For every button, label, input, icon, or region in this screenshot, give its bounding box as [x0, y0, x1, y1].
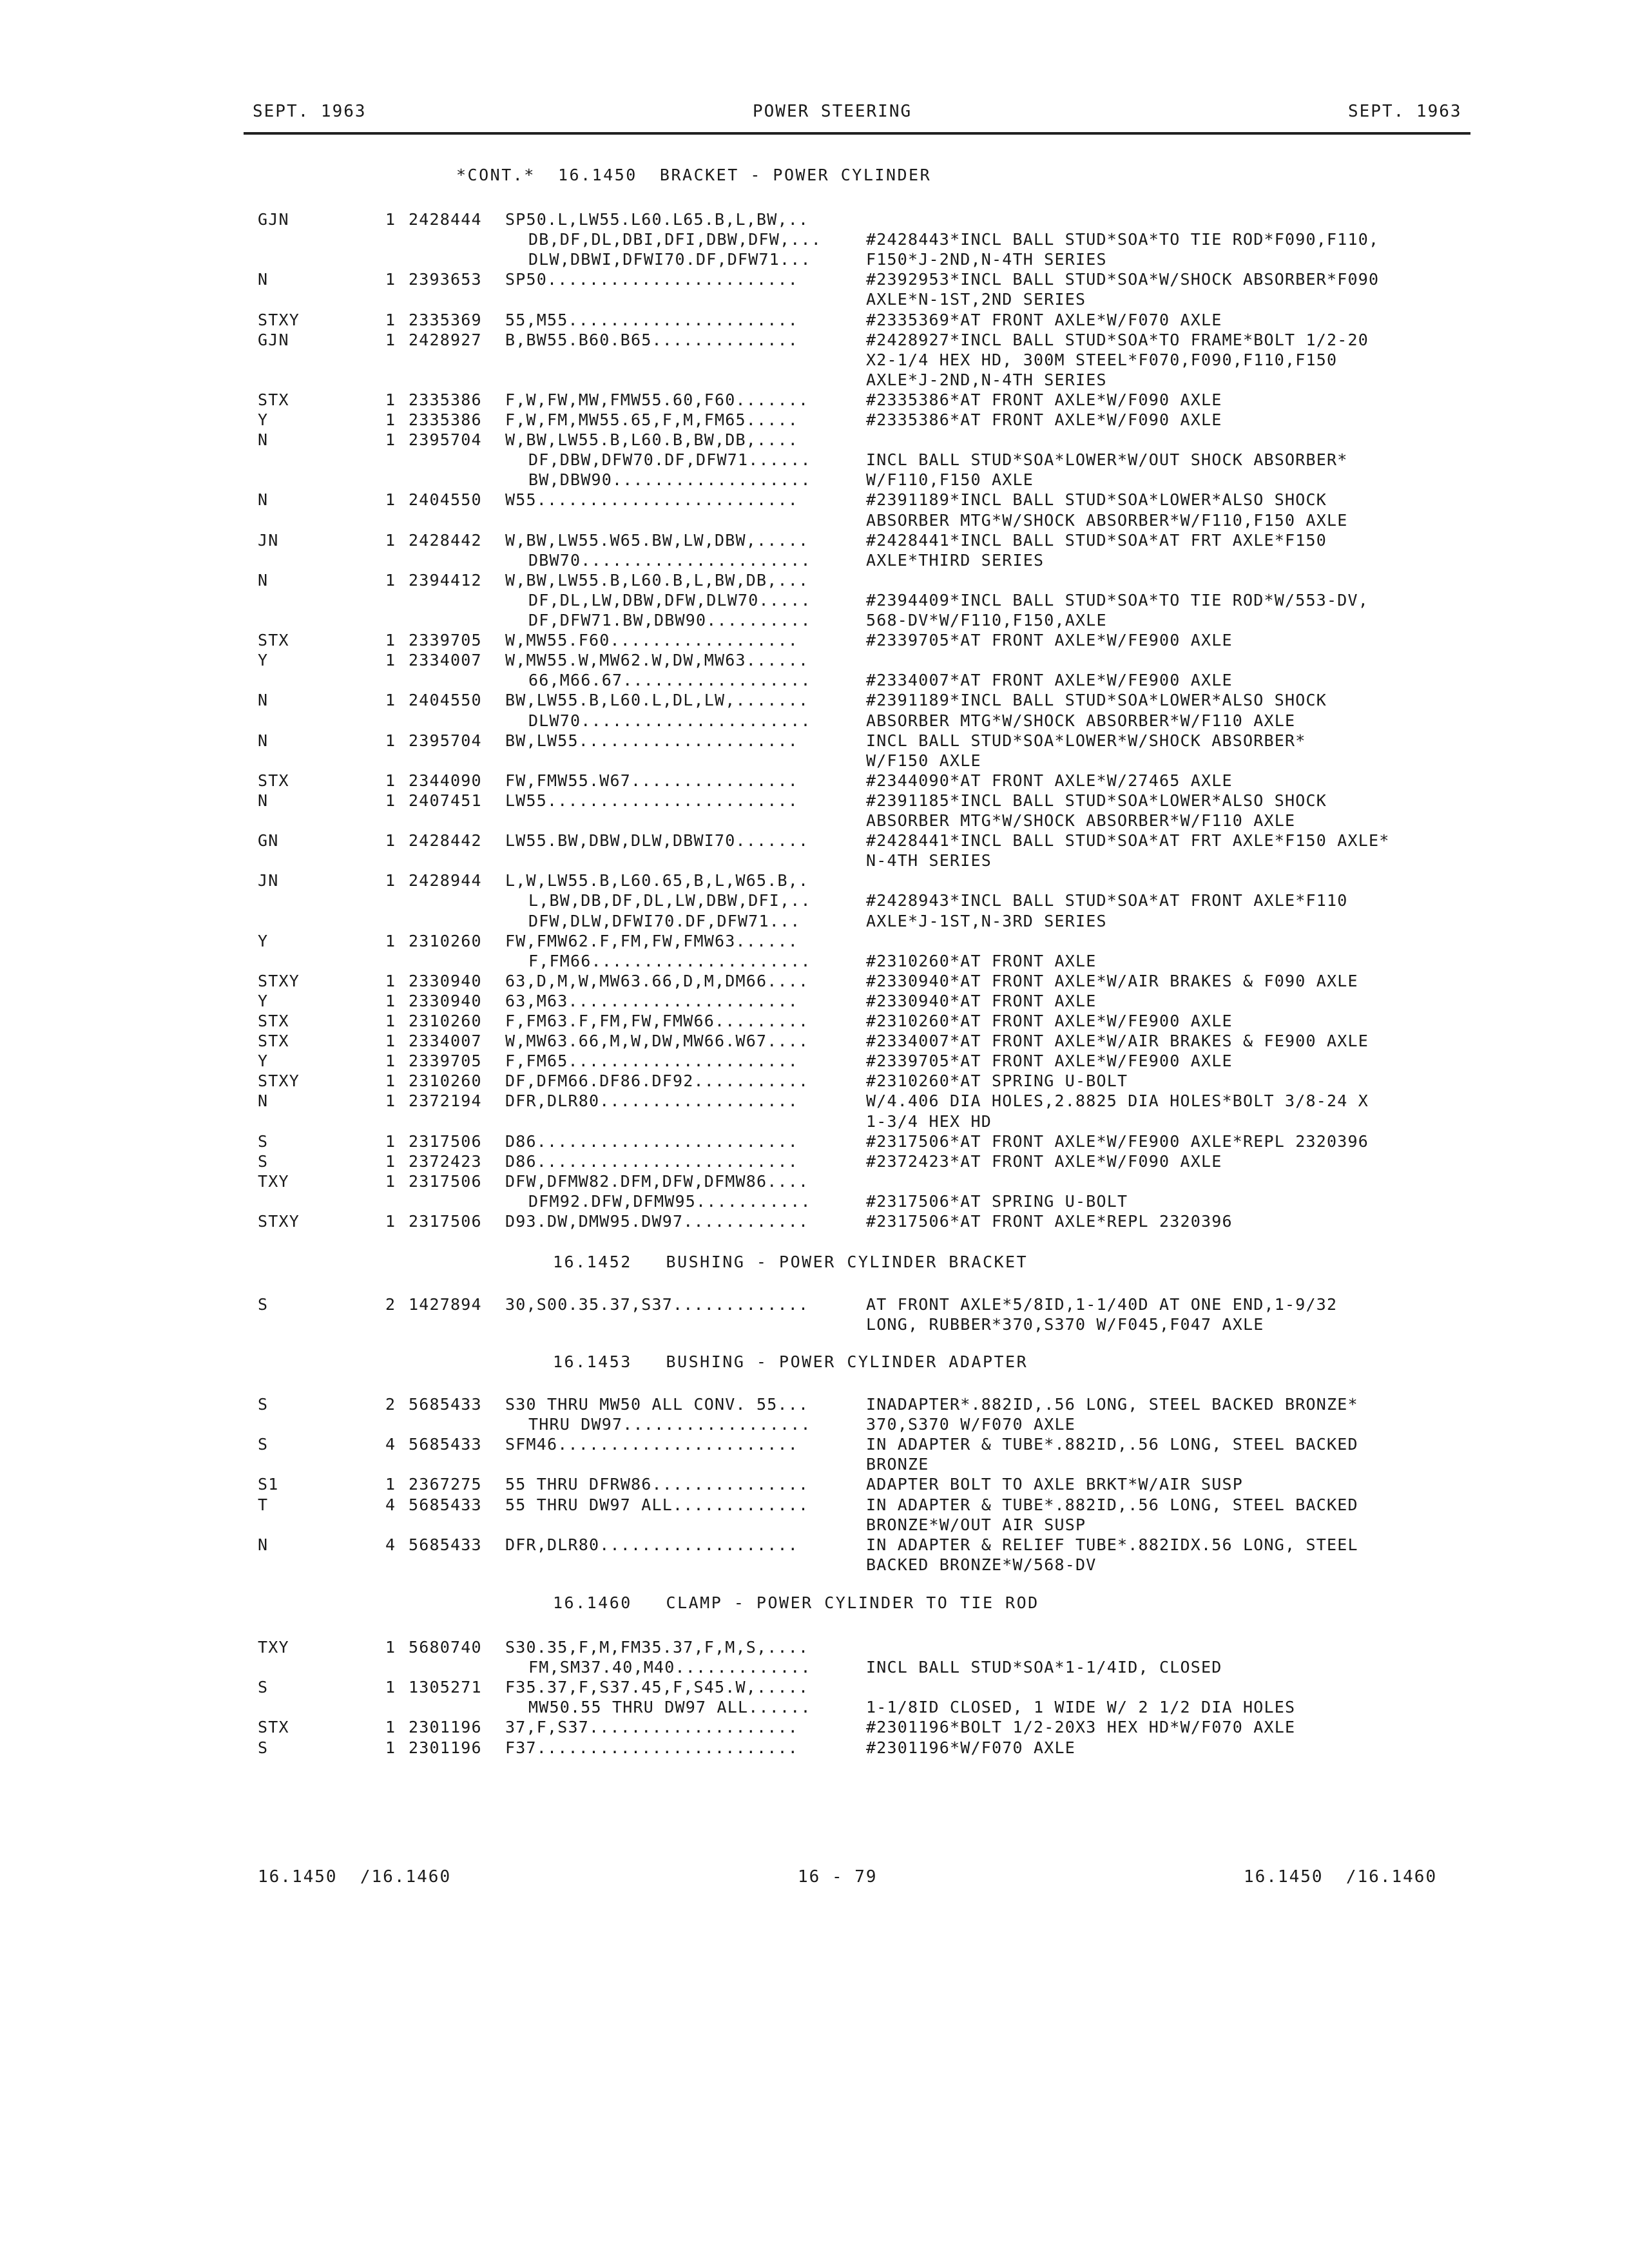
application-text: SP50........................	[505, 270, 799, 289]
quantity: 1	[385, 1091, 396, 1111]
model-code: S	[258, 1435, 269, 1454]
application-text: D86.........................	[505, 1151, 799, 1171]
application-text: SFM46.......................	[505, 1435, 799, 1454]
model-code: JN	[258, 871, 279, 890]
model-code: N	[258, 270, 269, 289]
page-number: 16 - 79	[798, 1867, 878, 1887]
part-number: 2317506	[409, 1171, 482, 1191]
quantity: 1	[385, 1212, 396, 1231]
part-number: 2393653	[409, 270, 482, 289]
application-text: BW,LW55.B,L60.L,DL,LW,.......	[505, 691, 809, 710]
quantity: 1	[385, 971, 396, 990]
model-code: GN	[258, 831, 279, 850]
remarks-text: W/4.406 DIA HOLES,2.8825 DIA HOLES*BOLT 3/8-24 X	[866, 1091, 1369, 1111]
quantity: 1	[385, 991, 396, 1010]
application-text: 55,M55......................	[505, 310, 799, 329]
remarks-text: INCL BALL STUD*SOA*1-1/4ID, CLOSED	[866, 1658, 1222, 1677]
model-code: N	[258, 691, 269, 710]
quantity: 1	[385, 651, 396, 670]
part-number: 2310260	[409, 1072, 482, 1091]
model-code: N	[258, 430, 269, 450]
quantity: 4	[385, 1435, 396, 1454]
application-text: DFR,DLR80...................	[505, 1091, 799, 1111]
section-title: *CONT.* 16.1450 BRACKET - POWER CYLINDER	[456, 166, 932, 184]
remarks-text: ABSORBER MTG*W/SHOCK ABSORBER*W/F110 AXLE	[866, 811, 1296, 830]
part-number: 2330940	[409, 991, 482, 1010]
model-code: S	[258, 1395, 269, 1414]
remarks-text: #2310260*AT SPRING U-BOLT	[866, 1072, 1128, 1091]
application-text: F37.........................	[505, 1738, 799, 1757]
application-text: W,BW,LW55.B,L60.B,L,BW,DB,...	[505, 570, 809, 590]
remarks-text: #2339705*AT FRONT AXLE*W/FE900 AXLE	[866, 1052, 1233, 1071]
remarks-text: #2301196*W/F070 AXLE	[866, 1738, 1076, 1757]
header-title: POWER STEERING	[753, 102, 912, 121]
application-text: W,MW63.66,M,W,DW,MW66.W67....	[505, 1032, 809, 1051]
part-number: 2428442	[409, 530, 482, 550]
application-text: F,W,FW,MW,FMW55.60,F60.......	[505, 390, 809, 409]
remarks-text: AXLE*J-1ST,N-3RD SERIES	[866, 911, 1107, 930]
footer-left-range: 16.1450 /16.1460	[258, 1867, 452, 1887]
model-code: STX	[258, 390, 289, 409]
quantity: 1	[385, 430, 396, 450]
application-text: FW,FMW55.W67................	[505, 771, 799, 790]
remarks-text: AT FRONT AXLE*5/8ID,1-1/40D AT ONE END,1-9/32	[866, 1295, 1338, 1314]
remarks-text: BACKED BRONZE*W/568-DV	[866, 1555, 1097, 1574]
part-number: 2335386	[409, 410, 482, 429]
quantity: 1	[385, 1738, 396, 1757]
application-text: 63,D,M,W,MW63.66,D,M,DM66....	[505, 971, 809, 990]
remarks-text: #2301196*BOLT 1/2-20X3 HEX HD*W/F070 AXLE	[866, 1718, 1296, 1737]
quantity: 1	[385, 210, 396, 229]
part-number: 2394412	[409, 570, 482, 590]
section-title: 16.1460 CLAMP - POWER CYLINDER TO TIE ROD	[553, 1593, 1039, 1612]
remarks-text: #2334007*AT FRONT AXLE*W/FE900 AXLE	[866, 671, 1233, 690]
quantity: 1	[385, 1475, 396, 1494]
model-code: S	[258, 1295, 269, 1314]
part-number: 5680740	[409, 1638, 482, 1657]
application-text: LW55........................	[505, 791, 799, 810]
part-number: 2367275	[409, 1475, 482, 1494]
application-text: W55.........................	[505, 490, 799, 510]
part-number: 2344090	[409, 771, 482, 790]
application-text: D93.DW,DMW95.DW97............	[505, 1212, 809, 1231]
quantity: 1	[385, 310, 396, 329]
application-text: DFM92.DFW,DFMW95...........	[528, 1191, 811, 1211]
application-text: 63,M63......................	[505, 991, 799, 1010]
application-text: DFW,DFMW82.DFM,DFW,DFMW86....	[505, 1171, 809, 1191]
application-text: S30.35,F,M,FM35.37,F,M,S,....	[505, 1638, 809, 1657]
remarks-text: ABSORBER MTG*W/SHOCK ABSORBER*W/F110 AXLE	[866, 711, 1296, 730]
remarks-text: W/F110,F150 AXLE	[866, 470, 1034, 490]
quantity: 1	[385, 631, 396, 650]
quantity: 1	[385, 570, 396, 590]
quantity: 2	[385, 1395, 396, 1414]
remarks-text: #2317506*AT FRONT AXLE*W/FE900 AXLE*REPL 2320396	[866, 1131, 1369, 1151]
quantity: 1	[385, 1678, 396, 1697]
part-number: 2301196	[409, 1738, 482, 1757]
remarks-text: IN ADAPTER & TUBE*.882ID,.56 LONG, STEEL BACKED	[866, 1435, 1358, 1454]
remarks-text: ADAPTER BOLT TO AXLE BRKT*W/AIR SUSP	[866, 1475, 1244, 1494]
application-text: L,W,LW55.B,L60.65,B,L,W65.B,.	[505, 871, 809, 890]
part-number: 2407451	[409, 791, 482, 810]
remarks-text: F150*J-2ND,N-4TH SERIES	[866, 250, 1107, 269]
remarks-text: #2310260*AT FRONT AXLE	[866, 951, 1097, 970]
remarks-text: #2344090*AT FRONT AXLE*W/27465 AXLE	[866, 771, 1233, 790]
application-text: DLW,DBWI,DFWI70.DF,DFW71...	[528, 250, 811, 269]
model-code: STX	[258, 771, 289, 790]
application-text: W,BW,LW55.W65.BW,LW,DBW,.....	[505, 530, 809, 550]
application-text: THRU DW97..................	[528, 1415, 811, 1434]
remarks-text: #2317506*AT FRONT AXLE*REPL 2320396	[866, 1212, 1233, 1231]
model-code: TXY	[258, 1638, 289, 1657]
quantity: 1	[385, 1131, 396, 1151]
part-number: 2301196	[409, 1718, 482, 1737]
remarks-text: #2428927*INCL BALL STUD*SOA*TO FRAME*BOLT 1/2-20	[866, 330, 1369, 349]
application-text: BW,LW55.....................	[505, 731, 799, 750]
model-code: STXY	[258, 1072, 300, 1091]
model-code: Y	[258, 651, 269, 670]
part-number: 2335369	[409, 310, 482, 329]
remarks-text: 370,S370 W/F070 AXLE	[866, 1415, 1076, 1434]
model-code: Y	[258, 410, 269, 429]
quantity: 1	[385, 931, 396, 950]
quantity: 1	[385, 1718, 396, 1737]
header-left-date: SEPT. 1963	[253, 102, 367, 121]
application-text: B,BW55.B60.B65..............	[505, 330, 799, 349]
application-text: D86.........................	[505, 1131, 799, 1151]
application-text: FW,FMW62.F,FM,FW,FMW63......	[505, 931, 799, 950]
application-text: F,FM63.F,FM,FW,FMW66.........	[505, 1012, 809, 1030]
model-code: S	[258, 1131, 269, 1151]
remarks-text: #2310260*AT FRONT AXLE*W/FE900 AXLE	[866, 1012, 1233, 1030]
part-number: 2428444	[409, 210, 482, 229]
application-text: DLW70......................	[528, 711, 811, 730]
remarks-text: IN ADAPTER & TUBE*.882ID,.56 LONG, STEEL BACKED	[866, 1495, 1358, 1514]
quantity: 4	[385, 1535, 396, 1554]
quantity: 1	[385, 1638, 396, 1657]
application-text: F35.37,F,S37.45,F,S45.W,.....	[505, 1678, 809, 1697]
quantity: 1	[385, 390, 396, 409]
part-number: 5685433	[409, 1435, 482, 1454]
application-text: 55 THRU DW97 ALL.............	[505, 1495, 809, 1514]
application-text: F,FM65......................	[505, 1052, 799, 1071]
part-number: 2372423	[409, 1151, 482, 1171]
quantity: 1	[385, 831, 396, 850]
application-text: SP50.L,LW55.L60.L65.B,L,BW,..	[505, 210, 809, 229]
application-text: LW55.BW,DBW,DLW,DBWI70.......	[505, 831, 809, 850]
application-text: FM,SM37.40,M40.............	[528, 1658, 811, 1677]
remarks-text: 1-3/4 HEX HD	[866, 1111, 992, 1131]
part-number: 5685433	[409, 1495, 482, 1514]
model-code: STX	[258, 1032, 289, 1051]
remarks-text: #2391185*INCL BALL STUD*SOA*LOWER*ALSO SHOCK	[866, 791, 1327, 810]
part-number: 2428927	[409, 330, 482, 349]
quantity: 1	[385, 270, 396, 289]
remarks-text: W/F150 AXLE	[866, 751, 981, 770]
model-code: GJN	[258, 210, 289, 229]
quantity: 1	[385, 771, 396, 790]
remarks-text: #2335386*AT FRONT AXLE*W/F090 AXLE	[866, 390, 1222, 409]
application-text: DF,DFM66.DF86.DF92...........	[505, 1072, 809, 1091]
model-code: STX	[258, 1012, 289, 1030]
model-code: Y	[258, 991, 269, 1010]
header-rule	[244, 132, 1470, 135]
remarks-text: INCL BALL STUD*SOA*LOWER*W/OUT SHOCK ABSORBER*	[866, 450, 1348, 470]
quantity: 1	[385, 530, 396, 550]
remarks-text: INCL BALL STUD*SOA*LOWER*W/SHOCK ABSORBER*	[866, 731, 1306, 750]
remarks-text: AXLE*THIRD SERIES	[866, 550, 1045, 570]
model-code: N	[258, 1535, 269, 1554]
quantity: 1	[385, 1032, 396, 1051]
quantity: 1	[385, 1072, 396, 1091]
quantity: 1	[385, 791, 396, 810]
remarks-text: INADAPTER*.882ID,.56 LONG, STEEL BACKED BRONZE*	[866, 1395, 1358, 1414]
model-code: S1	[258, 1475, 279, 1494]
model-code: Y	[258, 1052, 269, 1071]
remarks-text: #2335386*AT FRONT AXLE*W/F090 AXLE	[866, 410, 1222, 429]
model-code: JN	[258, 530, 279, 550]
application-text: W,BW,LW55.B,L60.B,BW,DB,....	[505, 430, 799, 450]
remarks-text: #2330940*AT FRONT AXLE	[866, 991, 1097, 1010]
model-code: STXY	[258, 971, 300, 990]
part-number: 2310260	[409, 1012, 482, 1030]
quantity: 4	[385, 1495, 396, 1514]
application-text: DFW,DLW,DFWI70.DF,DFW71...	[528, 911, 801, 930]
part-number: 2317506	[409, 1212, 482, 1231]
model-code: N	[258, 490, 269, 510]
remarks-text: #2394409*INCL BALL STUD*SOA*TO TIE ROD*W/553-DV,	[866, 590, 1369, 610]
remarks-text: AXLE*J-2ND,N-4TH SERIES	[866, 370, 1107, 389]
part-number: 2404550	[409, 490, 482, 510]
application-text: DFR,DLR80...................	[505, 1535, 799, 1554]
application-text: 30,S00.35.37,S37.............	[505, 1295, 809, 1314]
remarks-text: #2392953*INCL BALL STUD*SOA*W/SHOCK ABSORBER*F090	[866, 270, 1380, 289]
remarks-text: LONG, RUBBER*370,S370 W/F045,F047 AXLE	[866, 1315, 1264, 1334]
model-code: N	[258, 731, 269, 750]
model-code: STXY	[258, 1212, 300, 1231]
quantity: 1	[385, 691, 396, 710]
part-number: 2428944	[409, 871, 482, 890]
remarks-text: #2330940*AT FRONT AXLE*W/AIR BRAKES & F090 AXLE	[866, 971, 1358, 990]
remarks-text: N-4TH SERIES	[866, 851, 992, 870]
application-text: F,W,FM,MW55.65,F,M,FM65.....	[505, 410, 799, 429]
part-number: 2339705	[409, 631, 482, 650]
part-number: 2404550	[409, 691, 482, 710]
application-text: DF,DBW,DFW70.DF,DFW71......	[528, 450, 811, 470]
remarks-text: ABSORBER MTG*W/SHOCK ABSORBER*W/F110,F150 AXLE	[866, 510, 1348, 530]
application-text: F,FM66.....................	[528, 951, 811, 970]
model-code: N	[258, 1091, 269, 1111]
application-text: W,MW55.W,MW62.W,DW,MW63......	[505, 651, 809, 670]
application-text: MW50.55 THRU DW97 ALL......	[528, 1698, 811, 1717]
part-number: 2395704	[409, 731, 482, 750]
model-code: T	[258, 1495, 269, 1514]
application-text: DBW70......................	[528, 550, 811, 570]
application-text: BW,DBW90...................	[528, 470, 811, 490]
part-number: 5685433	[409, 1535, 482, 1554]
model-code: N	[258, 791, 269, 810]
model-code: S	[258, 1738, 269, 1757]
remarks-text: 1-1/8ID CLOSED, 1 WIDE W/ 2 1/2 DIA HOLES	[866, 1698, 1296, 1717]
part-number: 2339705	[409, 1052, 482, 1071]
quantity: 1	[385, 731, 396, 750]
remarks-text: #2428441*INCL BALL STUD*SOA*AT FRT AXLE*F150	[866, 530, 1327, 550]
remarks-text: #2372423*AT FRONT AXLE*W/F090 AXLE	[866, 1151, 1222, 1171]
model-code: S	[258, 1151, 269, 1171]
model-code: S	[258, 1678, 269, 1697]
part-number: 2334007	[409, 1032, 482, 1051]
quantity: 1	[385, 1012, 396, 1030]
application-text: L,BW,DB,DF,DL,LW,DBW,DFI,..	[528, 891, 811, 910]
remarks-text: #2317506*AT SPRING U-BOLT	[866, 1191, 1128, 1211]
application-text: W,MW55.F60..................	[505, 631, 799, 650]
part-number: 1305271	[409, 1678, 482, 1697]
quantity: 1	[385, 490, 396, 510]
quantity: 1	[385, 1151, 396, 1171]
part-number: 2372194	[409, 1091, 482, 1111]
remarks-text: X2-1/4 HEX HD, 300M STEEL*F070,F090,F110,F150	[866, 350, 1338, 369]
quantity: 2	[385, 1295, 396, 1314]
section-title: 16.1452 BUSHING - POWER CYLINDER BRACKET	[553, 1253, 1028, 1271]
remarks-text: #2334007*AT FRONT AXLE*W/AIR BRAKES & FE900 AXLE	[866, 1032, 1369, 1051]
quantity: 1	[385, 1171, 396, 1191]
part-number: 5685433	[409, 1395, 482, 1414]
quantity: 1	[385, 871, 396, 890]
footer-right-range: 16.1450 /16.1460	[1244, 1867, 1438, 1887]
part-number: 2395704	[409, 430, 482, 450]
model-code: TXY	[258, 1171, 289, 1191]
part-number: 2330940	[409, 971, 482, 990]
remarks-text: BRONZE*W/OUT AIR SUSP	[866, 1515, 1086, 1534]
application-text: DB,DF,DL,DBI,DFI,DBW,DFW,...	[528, 230, 822, 249]
remarks-text: BRONZE	[866, 1455, 929, 1474]
part-number: 2334007	[409, 651, 482, 670]
remarks-text: IN ADAPTER & RELIEF TUBE*.882IDX.56 LONG, STEEL	[866, 1535, 1358, 1554]
remarks-text: #2335369*AT FRONT AXLE*W/F070 AXLE	[866, 310, 1222, 329]
remarks-text: #2391189*INCL BALL STUD*SOA*LOWER*ALSO SHOCK	[866, 490, 1327, 510]
section-title: 16.1453 BUSHING - POWER CYLINDER ADAPTER	[553, 1352, 1028, 1371]
remarks-text: 568-DV*W/F110,F150,AXLE	[866, 611, 1107, 629]
part-number: 2428442	[409, 831, 482, 850]
remarks-text: #2339705*AT FRONT AXLE*W/FE900 AXLE	[866, 631, 1233, 650]
part-number: 2335386	[409, 390, 482, 409]
model-code: STX	[258, 631, 289, 650]
header-right-date: SEPT. 1963	[1348, 102, 1462, 121]
part-number: 2317506	[409, 1131, 482, 1151]
model-code: Y	[258, 931, 269, 950]
quantity: 1	[385, 330, 396, 349]
remarks-text: #2428443*INCL BALL STUD*SOA*TO TIE ROD*F090,F110,	[866, 230, 1380, 249]
remarks-text: AXLE*N-1ST,2ND SERIES	[866, 290, 1086, 309]
remarks-text: #2428943*INCL BALL STUD*SOA*AT FRONT AXLE*F110	[866, 891, 1348, 910]
model-code: GJN	[258, 330, 289, 349]
application-text: 37,F,S37....................	[505, 1718, 799, 1737]
part-number: 2310260	[409, 931, 482, 950]
quantity: 1	[385, 1052, 396, 1071]
application-text: DF,DFW71.BW,DBW90..........	[528, 611, 811, 629]
quantity: 1	[385, 410, 396, 429]
application-text: S30 THRU MW50 ALL CONV. 55...	[505, 1395, 809, 1414]
model-code: N	[258, 570, 269, 590]
remarks-text: #2428441*INCL BALL STUD*SOA*AT FRT AXLE*F150 AXLE*	[866, 831, 1390, 850]
application-text: 55 THRU DFRW86...............	[505, 1475, 809, 1494]
model-code: STX	[258, 1718, 289, 1737]
application-text: DF,DL,LW,DBW,DFW,DLW70.....	[528, 590, 811, 610]
remarks-text: #2391189*INCL BALL STUD*SOA*LOWER*ALSO SHOCK	[866, 691, 1327, 710]
part-number: 1427894	[409, 1295, 482, 1314]
model-code: STXY	[258, 310, 300, 329]
application-text: 66,M66.67..................	[528, 671, 811, 690]
